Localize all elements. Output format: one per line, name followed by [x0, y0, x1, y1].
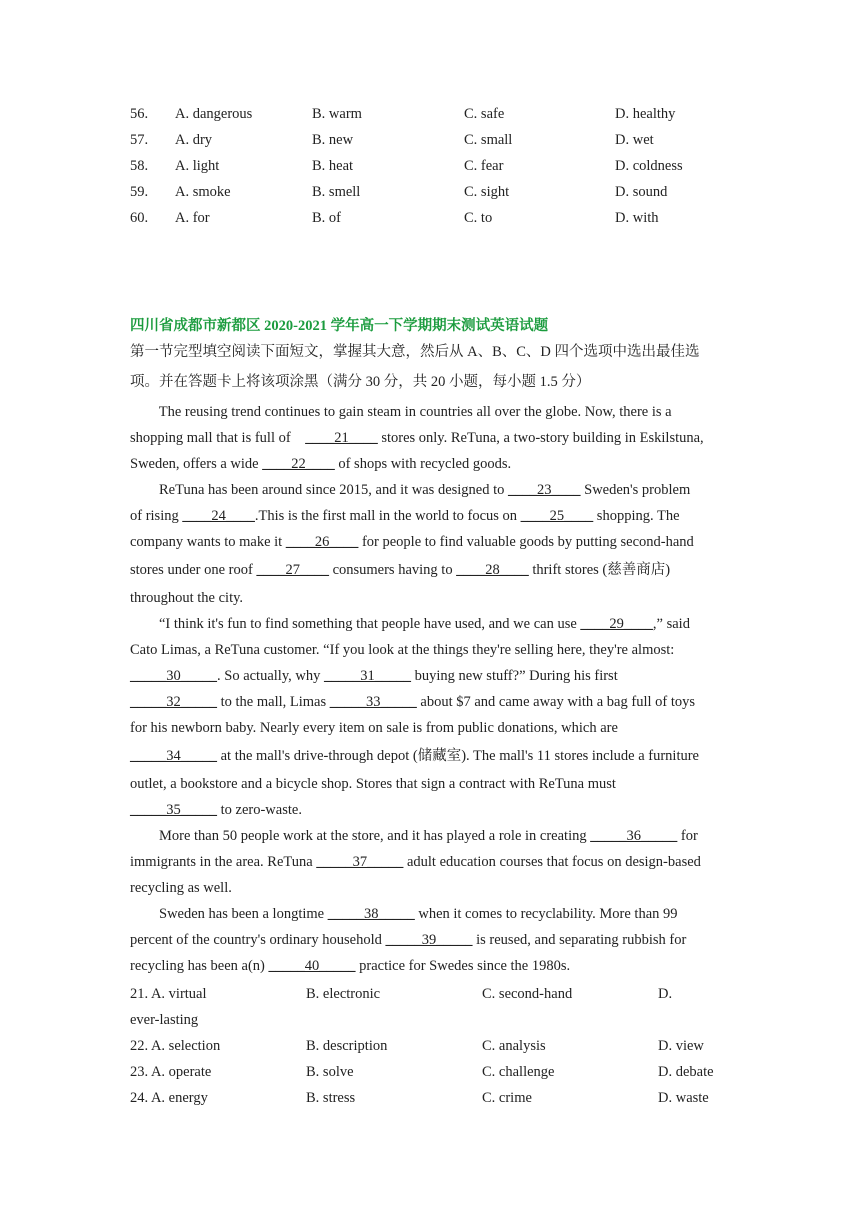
passage-text: throughout the city.: [130, 590, 244, 606]
option-b: B. solve: [306, 1064, 354, 1080]
option-b: B. smell: [312, 184, 361, 200]
answer-blank: ____25____: [520, 508, 594, 524]
passage-text: .This is the first mall in the world to focus on: [254, 508, 521, 524]
answer-blank: _____33_____: [329, 694, 417, 710]
answer-blank: ____29____: [580, 616, 653, 632]
answer-blank: _____38_____: [327, 906, 415, 922]
option-d: D. view: [658, 1038, 704, 1054]
option-a: 24. A. energy: [130, 1090, 208, 1106]
option-d-continued: ever-lasting: [130, 1012, 199, 1028]
passage-line: [130, 560, 670, 580]
answer-blank: ____22____: [262, 456, 335, 472]
question-row: [0, 104, 860, 124]
option-c: C. crime: [482, 1090, 532, 1106]
passage-line: [130, 930, 686, 950]
passage-line: [130, 774, 616, 794]
option-a: A. dangerous: [175, 106, 253, 122]
passage-text: of rising: [130, 508, 183, 524]
option-a: 22. A. selection: [130, 1038, 221, 1054]
passage-line: [130, 532, 694, 552]
passage-text: is reused, and separating rubbish for: [472, 932, 687, 948]
option-b: B. heat: [312, 158, 354, 174]
passage-line: [130, 746, 699, 766]
passage-text: More than 50 people work at the store, and it has played a role in creating: [130, 828, 591, 844]
passage-text: stores only. ReTuna, a two-story building in Eskilstuna,: [377, 430, 704, 446]
option-d: D. debate: [658, 1064, 714, 1080]
passage-text: buying new stuff?” During his first: [411, 668, 618, 684]
option-d: D. waste: [658, 1090, 709, 1106]
option-c: C. analysis: [482, 1038, 546, 1054]
answer-blank: ____23____: [508, 482, 581, 498]
answer-blank: _____34_____: [130, 748, 217, 764]
option-a: A. for: [175, 210, 210, 226]
question-number: 56.: [130, 106, 149, 122]
passage-text: for: [677, 828, 698, 844]
question-row: [0, 984, 860, 1004]
answer-blank: ____21____: [305, 430, 378, 446]
answer-blank: _____36_____: [590, 828, 678, 844]
passage-line: [130, 614, 690, 634]
passage-text: for his newborn baby. Nearly every item on sale is from public donations, which are: [130, 720, 618, 736]
passage-text: consumers having to: [328, 562, 457, 578]
option-b: B. stress: [306, 1090, 356, 1106]
passage-text: The reusing trend continues to gain steam in countries all over the globe. Now, there is a: [130, 404, 672, 420]
passage-text: outlet, a bookstore and a bicycle shop. Stores that sign a contract with ReTuna must: [130, 776, 616, 792]
option-a: 21. A. virtual: [130, 986, 207, 1002]
option-d: D. sound: [615, 184, 668, 200]
passage-line: [130, 718, 618, 738]
passage-text: to zero-waste.: [217, 802, 302, 818]
passage-text: recycling as well.: [130, 880, 232, 896]
passage-text: ,” said: [652, 616, 690, 632]
option-a: 23. A. operate: [130, 1064, 212, 1080]
passage-text: to the mall, Limas: [217, 694, 330, 710]
option-d: D. with: [615, 210, 659, 226]
passage-line: [130, 480, 690, 500]
option-c: C. to: [464, 210, 493, 226]
passage-line: [130, 506, 680, 526]
question-number: 58.: [130, 158, 149, 174]
passage-text: stores under one roof: [130, 562, 257, 578]
answer-blank: ____28____: [456, 562, 529, 578]
option-c: C. safe: [464, 106, 505, 122]
option-b: B. of: [312, 210, 341, 226]
option-d: D. healthy: [615, 106, 676, 122]
question-number: 57.: [130, 132, 149, 148]
passage-text: Sweden has been a longtime: [130, 906, 328, 922]
section-title: 四川省成都市新都区 2020-2021 学年高一下学期期末测试英语试题: [130, 318, 549, 334]
question-row: [0, 130, 860, 150]
passage-text: Sweden's problem: [580, 482, 691, 498]
option-c: C. fear: [464, 158, 504, 174]
option-a: A. light: [175, 158, 220, 174]
question-number: 60.: [130, 210, 149, 226]
option-d: D. wet: [615, 132, 654, 148]
passage-line: [130, 402, 672, 422]
passage-text: when it comes to recyclability. More than 99: [414, 906, 678, 922]
answer-blank: _____32_____: [130, 694, 217, 710]
option-c: C. second-hand: [482, 986, 573, 1002]
passage-text: ReTuna has been around since 2015, and it was designed to: [130, 482, 509, 498]
option-b: B. description: [306, 1038, 388, 1054]
passage-line: [130, 692, 695, 712]
passage-text: at the mall's drive-through depot (储藏室). The mall's 11 stores include a furniture: [217, 748, 699, 764]
passage-line: [130, 800, 302, 820]
passage-line: [130, 852, 701, 872]
answer-blank: _____37_____: [316, 854, 404, 870]
answer-blank: _____35_____: [130, 802, 217, 818]
answer-blank: ____27____: [256, 562, 329, 578]
option-b: B. electronic: [306, 986, 381, 1002]
passage-line: [130, 826, 698, 846]
instruction-line-2: 项。并在答题卡上将该项涂黑（满分 30 分，共 20 小题，每小题 1.5 分）: [130, 374, 591, 390]
question-row: [0, 208, 860, 228]
passage-text: adult education courses that focus on design-based: [403, 854, 701, 870]
option-a: A. smoke: [175, 184, 231, 200]
answer-blank: _____31_____: [324, 668, 411, 684]
option-b: B. warm: [312, 106, 362, 122]
answer-blank: ____26____: [285, 534, 359, 550]
passage-text: about $7 and came away with a bag full of toys: [416, 694, 696, 710]
passage-text: of shops with recycled goods.: [334, 456, 512, 472]
answer-blank: _____40_____: [268, 958, 356, 974]
passage-line: [130, 666, 618, 686]
passage-line: [130, 640, 674, 660]
passage-line: [130, 904, 678, 924]
passage-text: Cato Limas, a ReTuna customer. “If you look at the things they're selling here, they're almost:: [130, 642, 675, 658]
passage-text: practice for Swedes since the 1980s.: [355, 958, 571, 974]
passage-text: shopping. The: [593, 508, 680, 524]
question-row: [0, 1088, 860, 1108]
passage-line: [130, 428, 704, 448]
passage-text: percent of the country's ordinary household: [130, 932, 386, 948]
passage-text: thrift stores (慈善商店): [528, 562, 671, 578]
passage-line: [130, 588, 243, 608]
passage-line: [130, 956, 570, 976]
question-row: [0, 182, 860, 202]
passage-text: . So actually, why: [217, 668, 324, 684]
option-d: D.: [658, 986, 673, 1002]
passage-text: immigrants in the area. ReTuna: [130, 854, 317, 870]
option-d: D. coldness: [615, 158, 683, 174]
passage-line: [130, 878, 232, 898]
question-row: [0, 1036, 860, 1056]
option-b: B. new: [312, 132, 354, 148]
option-c: C. challenge: [482, 1064, 555, 1080]
option-c: C. small: [464, 132, 513, 148]
passage-text: Sweden, offers a wide: [130, 456, 263, 472]
answer-blank: ____24____: [182, 508, 255, 524]
question-row: [0, 156, 860, 176]
passage-text: “I think it's fun to find something that people have used, and we can use: [130, 616, 581, 632]
option-a: A. dry: [175, 132, 213, 148]
passage-text: company wants to make it: [130, 534, 286, 550]
passage-text: recycling has been a(n): [130, 958, 269, 974]
question-row: [0, 1062, 860, 1082]
answer-blank: _____39_____: [385, 932, 473, 948]
passage-line: [130, 454, 511, 474]
passage-text: shopping mall that is full of: [130, 430, 306, 446]
question-number: 59.: [130, 184, 149, 200]
answer-blank: _____30_____: [130, 668, 217, 684]
option-c: C. sight: [464, 184, 510, 200]
instruction-line-1: 第一节完型填空阅读下面短文，掌握其大意，然后从 A、B、C、D 四个选项中选出最佳选: [130, 344, 700, 360]
passage-text: for people to find valuable goods by putting second-hand: [358, 534, 694, 550]
